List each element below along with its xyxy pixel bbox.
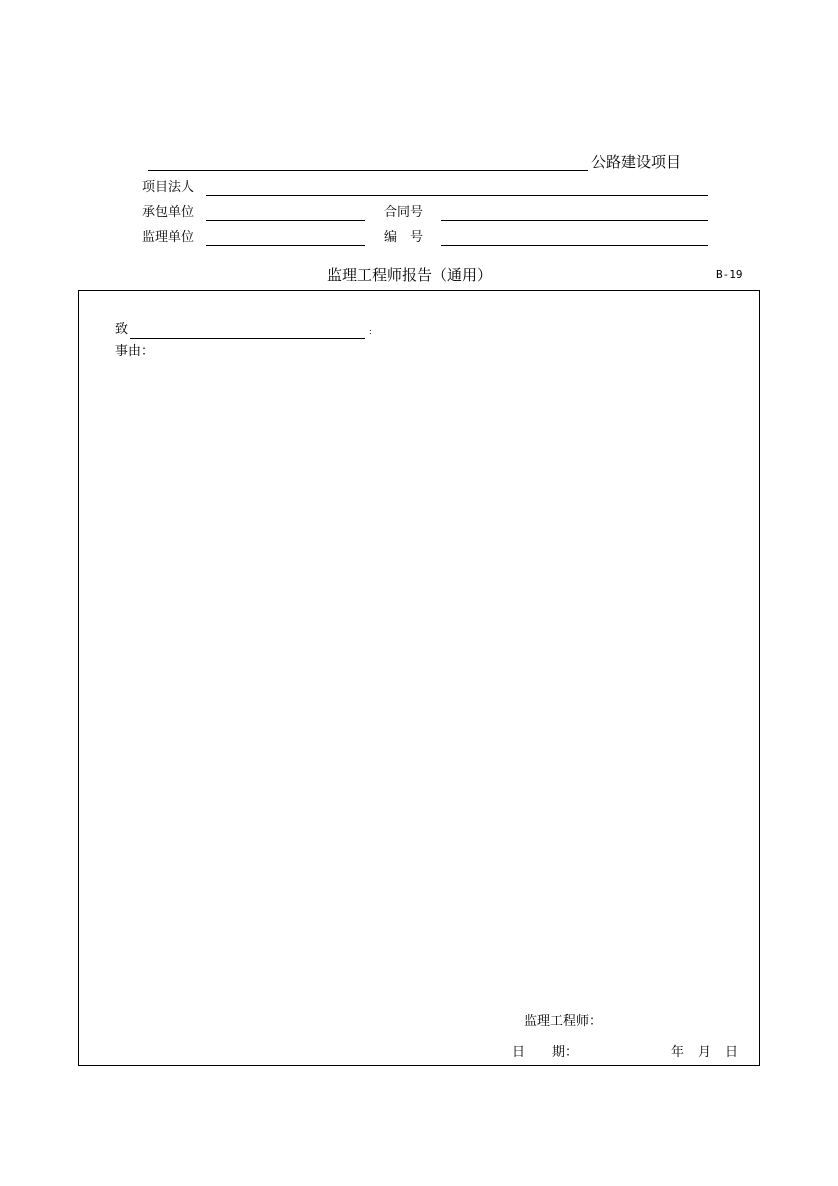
contractor-field[interactable] (206, 220, 365, 221)
engineer-label: 监理工程师： (524, 1014, 603, 1029)
project-name-line[interactable] (148, 170, 588, 171)
form-number: B-19 (716, 268, 743, 281)
serial-no-field[interactable] (441, 245, 708, 246)
date-label-1: 日 (512, 1045, 526, 1060)
serial-no-label: 编 号 (384, 230, 424, 245)
addressee-field[interactable] (130, 338, 365, 339)
contractor-label: 承包单位 (142, 205, 195, 220)
contract-no-label: 合同号 (384, 205, 424, 220)
supervisor-field[interactable] (206, 245, 365, 246)
form-title: 监理工程师报告（通用） (327, 266, 493, 284)
project-owner-field[interactable] (206, 195, 708, 196)
project-owner-label: 项目法人 (142, 180, 195, 195)
subject-label: 事由： (115, 344, 155, 359)
date-label-2: 期： (552, 1045, 579, 1060)
supervisor-label: 监理单位 (142, 230, 195, 245)
to-label: 致 (115, 322, 129, 337)
day-label: 日 (725, 1045, 739, 1060)
contract-no-field[interactable] (441, 220, 708, 221)
month-label: 月 (698, 1045, 712, 1060)
year-label: 年 (671, 1045, 685, 1060)
subject-content-area[interactable] (115, 364, 745, 1004)
to-colon: : (369, 327, 372, 336)
project-suffix: 公路建设项目 (591, 153, 682, 171)
